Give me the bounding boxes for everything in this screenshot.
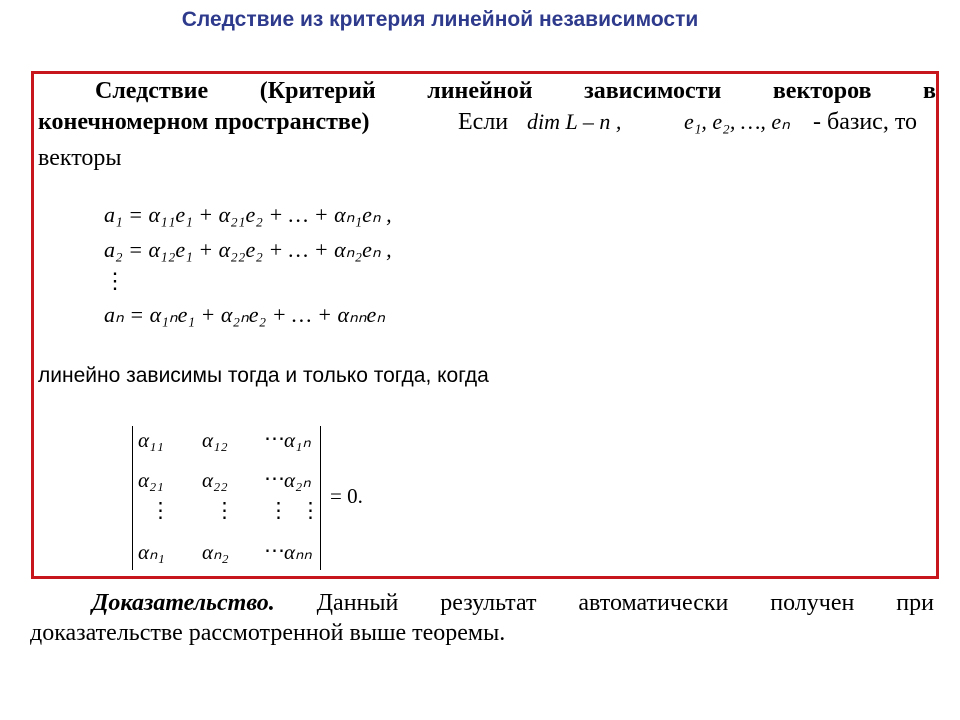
equation-a1: a₁ = α₁₁e₁ + α₂₁e₂ + … + αₙ₁eₙ , xyxy=(104,202,392,227)
det-cell: ⋯ xyxy=(264,426,285,450)
proof-word: при xyxy=(896,590,934,616)
det-cell: ⋮ xyxy=(300,498,321,522)
det-cell: α₁ₙ xyxy=(284,428,311,452)
det-cell: αₙ₁ xyxy=(138,540,165,564)
det-cell: ⋯ xyxy=(264,538,285,562)
heading-word: зависимости xyxy=(584,78,722,104)
if-word: Если xyxy=(458,109,509,135)
det-cell: ⋯ xyxy=(264,466,285,490)
proof-word: автоматически xyxy=(578,590,729,616)
dimension-expression: dim L – n , xyxy=(527,109,622,134)
corollary-heading-line1 xyxy=(34,78,936,105)
condition-text: линейно зависимы тогда и только тогда, когда xyxy=(38,364,489,387)
corollary-frame xyxy=(31,71,939,579)
equation-a2: a₂ = α₁₂e₁ + α₂₂e₂ + … + αₙ₂eₙ , xyxy=(104,237,392,262)
heading-word: (Критерий xyxy=(259,78,376,104)
proof-label: Доказательство. xyxy=(92,590,275,616)
det-cell: α₂₂ xyxy=(202,468,228,492)
det-cell: ⋮ xyxy=(268,498,289,522)
det-cell: ⋮ xyxy=(150,498,171,522)
determinant-left-bar xyxy=(132,426,133,570)
proof-word: получен xyxy=(770,590,855,616)
vectors-word: векторы xyxy=(38,145,122,171)
proof-line1 xyxy=(30,590,934,617)
det-cell: ⋮ xyxy=(214,498,235,522)
heading-word: линейной xyxy=(427,78,533,104)
equation-an: aₙ = α₁ₙe₁ + α₂ₙe₂ + … + αₙₙeₙ xyxy=(104,302,386,327)
determinant-equals-zero: = 0. xyxy=(330,484,363,508)
corollary-heading-line2 xyxy=(38,109,936,136)
det-cell: α₂ₙ xyxy=(284,468,311,492)
heading-word: Следствие xyxy=(95,78,209,104)
heading-word: в xyxy=(923,78,936,104)
basis-text: - базис, то xyxy=(813,109,918,135)
proof-word: Данный xyxy=(316,590,399,616)
proof-line2: доказательстве рассмотренной выше теоремы. xyxy=(30,620,506,646)
det-cell: α₂₁ xyxy=(138,468,164,492)
det-cell: α₁₁ xyxy=(138,428,164,452)
basis-expression: e₁, e₂, …, eₙ xyxy=(684,109,790,134)
vertical-ellipsis: ⋮ xyxy=(104,268,126,293)
heading-continuation: конечномерном пространстве) xyxy=(38,109,370,135)
det-cell: αₙ₂ xyxy=(202,540,229,564)
det-cell: αₙₙ xyxy=(284,540,312,564)
heading-word: векторов xyxy=(772,78,872,104)
slide-title: Следствие из критерия линейной независимости xyxy=(181,8,699,31)
proof-word: результат xyxy=(440,590,537,616)
det-cell: α₁₂ xyxy=(202,428,228,452)
